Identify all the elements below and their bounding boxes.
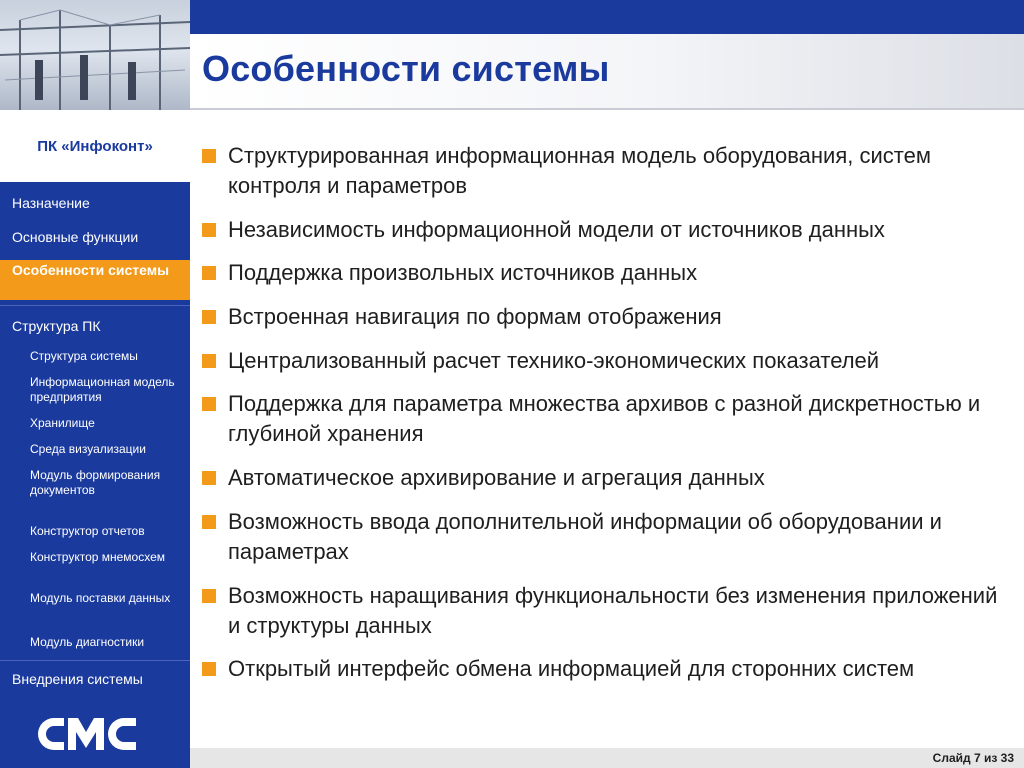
bullet-square-icon bbox=[202, 397, 216, 411]
company-logo bbox=[38, 716, 138, 757]
page-title: Особенности системы bbox=[202, 48, 610, 89]
bullet-text: Поддержка произвольных источников данных bbox=[228, 260, 698, 286]
nav-subitem-documents-module[interactable]: Модуль формирования документов bbox=[30, 468, 161, 497]
bullet-item bbox=[202, 581, 1012, 641]
bullet-text: Структурированная информационная модель оборудования, систем контроля и параметров bbox=[228, 143, 931, 198]
nav-item-purpose[interactable]: Назначение bbox=[12, 195, 90, 211]
bullet-square-icon bbox=[202, 662, 216, 676]
nav-subitem-visualization[interactable]: Среда визуализации bbox=[30, 442, 146, 456]
bullet-item bbox=[202, 258, 1012, 288]
substation-photo bbox=[0, 0, 190, 110]
bullet-item bbox=[202, 507, 1012, 567]
bullet-square-icon bbox=[202, 149, 216, 163]
footer-bar bbox=[190, 748, 1024, 768]
nav-item-structure[interactable]: Структура ПК bbox=[12, 318, 101, 334]
bullet-text: Поддержка для параметра множества архивов с разной дискретностью и глубиной хранения bbox=[228, 391, 981, 447]
bullet-square-icon bbox=[202, 266, 216, 280]
bullet-item bbox=[202, 654, 1012, 684]
bullet-text: Возможность ввода дополнительной информации об оборудовании и параметрах bbox=[228, 508, 942, 564]
bullet-square-icon bbox=[202, 515, 216, 529]
bullet-list bbox=[202, 141, 1012, 698]
bullet-square-icon bbox=[202, 310, 216, 324]
nav-subitem-system-structure[interactable]: Структура системы bbox=[30, 349, 138, 363]
bullet-item bbox=[202, 389, 1012, 449]
bullet-item bbox=[202, 463, 1012, 493]
nav-item-features[interactable]: Особенности системы bbox=[0, 260, 190, 300]
bullet-text: Возможность наращивания функциональности без изменения приложений и структуры данных bbox=[228, 582, 998, 638]
nav-subitem-storage[interactable]: Хранилище bbox=[30, 416, 95, 430]
bullet-item bbox=[202, 141, 1012, 201]
bullet-item bbox=[202, 302, 1012, 332]
nav-divider bbox=[0, 660, 190, 661]
sidebar bbox=[0, 0, 190, 768]
bullet-square-icon bbox=[202, 354, 216, 368]
nav-subitem-data-supply[interactable]: Модуль поставки данных bbox=[30, 591, 171, 605]
nav-subitem-diagnostics[interactable]: Модуль диагностики bbox=[30, 635, 145, 649]
bullet-text: Открытый интерфейс обмена информацией для сторонних систем bbox=[228, 656, 915, 682]
bullet-square-icon bbox=[202, 589, 216, 603]
slide-counter: Слайд 7 из 33 bbox=[932, 751, 1014, 765]
top-bar bbox=[190, 0, 1024, 34]
bullet-text: Независимость информационной модели от источников данных bbox=[228, 216, 885, 242]
title-bar bbox=[190, 34, 1024, 110]
bullet-item bbox=[202, 346, 1012, 376]
bullet-square-icon bbox=[202, 471, 216, 485]
nav-subitem-info-model[interactable]: Информационная модель предприятия bbox=[30, 375, 175, 404]
bullet-text: Встроенная навигация по формам отображения bbox=[228, 304, 722, 330]
product-box bbox=[0, 110, 190, 182]
nav-subitem-report-designer[interactable]: Конструктор отчетов bbox=[30, 524, 145, 538]
nav-divider bbox=[0, 305, 190, 306]
bullet-item bbox=[202, 215, 1012, 245]
bullet-text: Централизованный расчет технико-экономических показателей bbox=[228, 347, 880, 373]
bullet-square-icon bbox=[202, 223, 216, 237]
nav-item-deployments[interactable]: Внедрения системы bbox=[12, 671, 143, 687]
nav-subitem-mimic-designer[interactable]: Конструктор мнемосхем bbox=[30, 550, 166, 564]
nav-item-main-functions[interactable]: Основные функции bbox=[12, 229, 139, 245]
product-title: ПК «Инфоконт» bbox=[37, 137, 153, 155]
bullet-text: Автоматическое архивирование и агрегация данных bbox=[228, 465, 765, 491]
